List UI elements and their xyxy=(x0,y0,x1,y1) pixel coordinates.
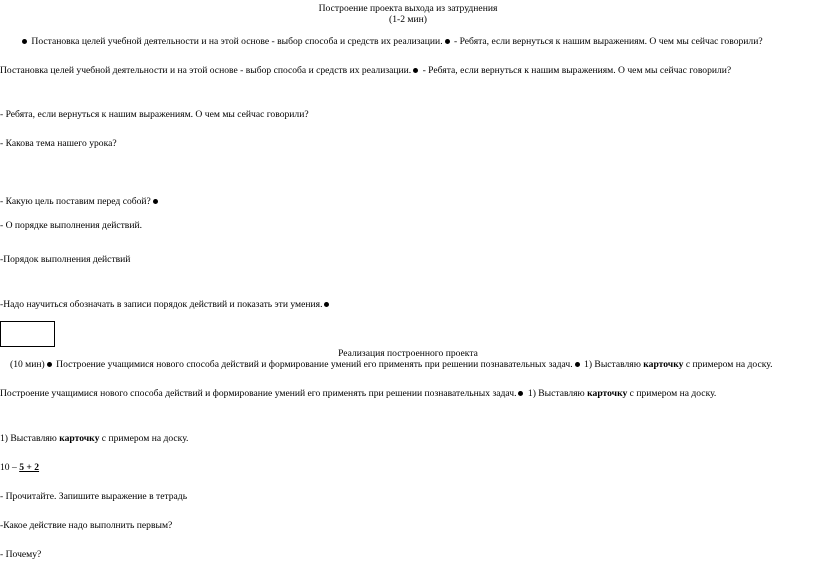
bullet-icon xyxy=(445,39,450,44)
question-line xyxy=(0,196,160,208)
goal-text: Постановка целей учебной деятельности и на этой основе - выбор способа и средств их реализации. xyxy=(31,36,443,47)
expression-underlined: 5 + 2 xyxy=(19,462,40,473)
bullet-icon xyxy=(324,302,329,307)
card-text: 1) Выставляю xyxy=(527,388,585,399)
question-line: - Ребята, если вернуться к нашим выражениям. О чем мы сейчас говорили? xyxy=(0,109,309,120)
question-text: - Какую цель поставим перед собой? xyxy=(0,196,151,207)
card-text: 1) Выставляю xyxy=(584,359,641,370)
duration-text: (10 мин) xyxy=(10,359,45,370)
question-line: - Какова тема нашего урока? xyxy=(0,138,117,149)
answer-text: -Надо научиться обозначать в записи порядок действий и показать эти умения. xyxy=(0,299,323,310)
implementation-line-3 xyxy=(0,433,188,445)
implementation-text: Построение учащимися нового способа действий и формирование умений его применять при решении познавательных задач. xyxy=(56,359,573,370)
section-title-project: Построение проекта выхода из затруднения xyxy=(318,3,498,14)
question-line: -Какое действие надо выполнить первым? xyxy=(0,520,173,531)
empty-frame xyxy=(0,321,55,347)
answer-line: - О порядке выполнения действий. xyxy=(0,220,142,231)
bullet-icon xyxy=(22,39,27,44)
section-duration: (1-2 мин) xyxy=(389,14,427,25)
bullet-icon xyxy=(518,391,523,396)
card-text-end: с примером на доску. xyxy=(101,433,189,444)
implementation-line-1 xyxy=(10,359,772,371)
goal-line-2 xyxy=(0,65,731,77)
question-text: - Ребята, если вернуться к нашим выражениям. О чем мы сейчас говорили? xyxy=(454,36,763,47)
bullet-icon xyxy=(575,362,580,367)
bullet-icon xyxy=(153,199,158,204)
answer-line xyxy=(0,299,331,311)
question-line: - Прочитайте. Запишите выражение в тетрадь xyxy=(0,491,188,502)
implementation-text: Построение учащимися нового способа действий и формирование умений его применять при решении познавательных задач. xyxy=(0,388,517,399)
answer-line: -Порядок выполнения действий xyxy=(0,254,131,265)
card-text: 1) Выставляю xyxy=(0,433,57,444)
expression-start: 10 – xyxy=(0,462,17,473)
goal-line-1 xyxy=(20,36,763,48)
card-bold: карточку xyxy=(59,433,100,444)
bullet-icon xyxy=(413,68,418,73)
section-title-implementation: Реализация построенного проекта xyxy=(338,348,478,359)
card-bold: карточку xyxy=(643,359,684,370)
card-bold: карточку xyxy=(587,388,628,399)
bullet-icon xyxy=(47,362,52,367)
card-text-end: с примером на доску. xyxy=(629,388,717,399)
implementation-line-2 xyxy=(0,388,716,400)
question-line: - Почему? xyxy=(0,549,42,560)
card-text-end: с примером на доску. xyxy=(685,359,773,370)
goal-text: Постановка целей учебной деятельности и на этой основе - выбор способа и средств их реализации. xyxy=(0,65,412,76)
expression-line xyxy=(0,462,39,474)
question-text: - Ребята, если вернуться к нашим выражениям. О чем мы сейчас говорили? xyxy=(422,65,732,76)
